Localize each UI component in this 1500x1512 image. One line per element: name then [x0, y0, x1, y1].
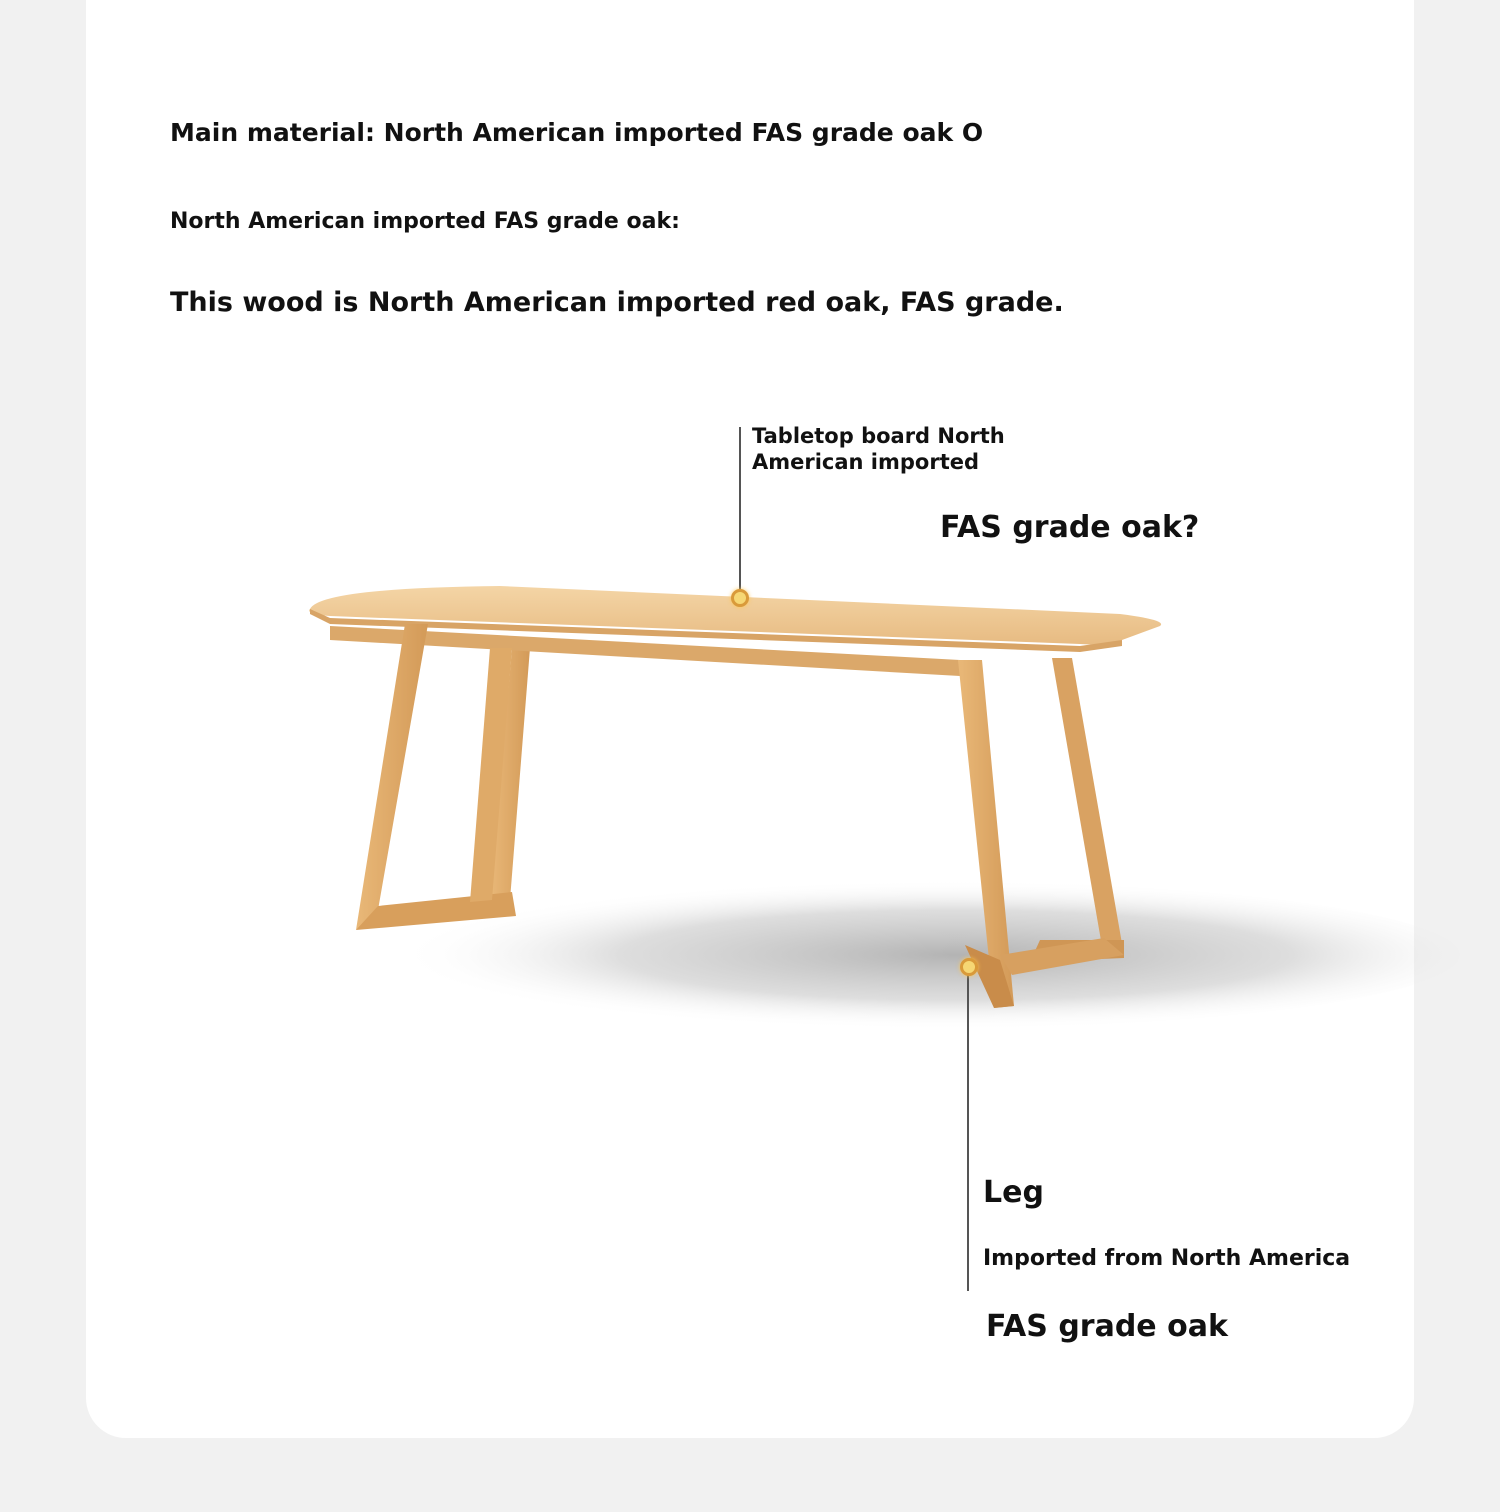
tabletop-label-line2: American imported [752, 450, 980, 474]
leg-callout-line [967, 975, 969, 1291]
tabletop-callout-line [739, 427, 741, 593]
wood-description: This wood is North American imported red oak, FAS grade. [170, 287, 1064, 318]
main-material-heading: Main material: North American imported FAS grade oak O [170, 118, 984, 147]
tabletop-marker-dot[interactable] [731, 589, 749, 607]
material-subtitle: North American imported FAS grade oak: [170, 209, 680, 234]
tabletop-label-line1: Tabletop board North [752, 424, 1005, 448]
tabletop-grade-label: FAS grade oak? [940, 510, 1200, 545]
tabletop-callout-label [752, 423, 1005, 475]
leg-title: Leg [983, 1175, 1044, 1210]
leg-grade-label: FAS grade oak [986, 1309, 1228, 1344]
leg-marker-dot[interactable] [960, 958, 978, 976]
front-leg-left [356, 624, 516, 930]
leg-origin-label: Imported from North America [983, 1246, 1351, 1271]
